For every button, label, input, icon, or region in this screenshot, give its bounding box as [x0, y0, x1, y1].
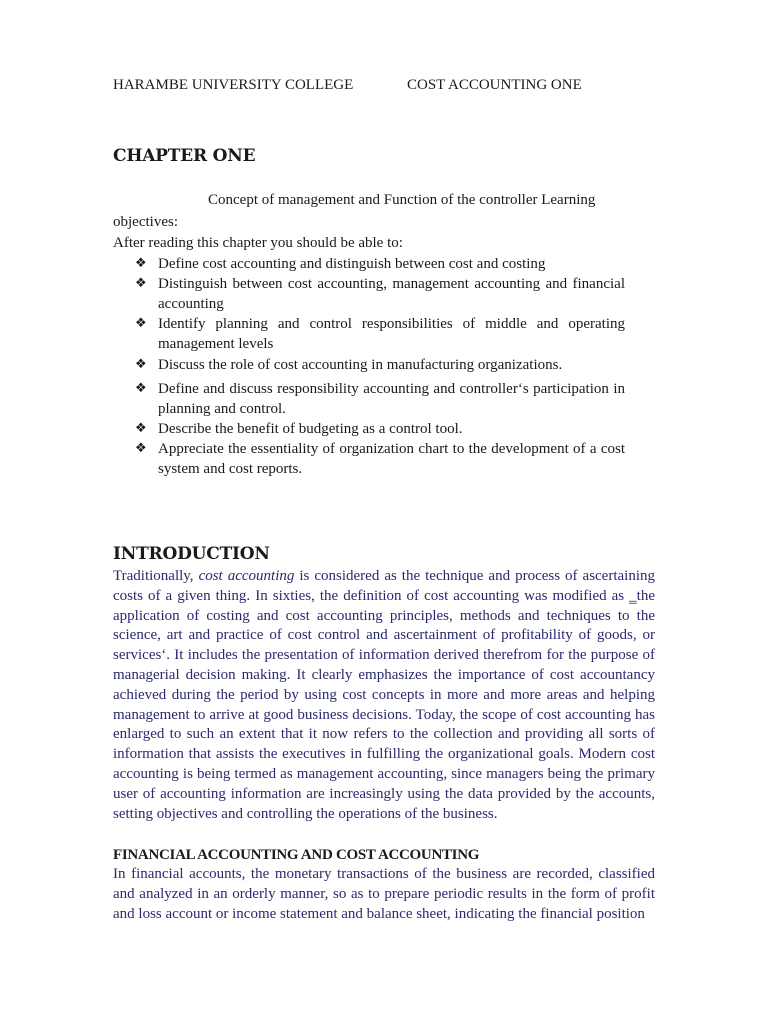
intro-term: cost accounting: [198, 568, 295, 584]
financial-section-paragraph: In financial accounts, the monetary transactions of the business are recorded, classified and analyzed in an orderly manner, so as to prepare periodic results in the form of profit and loss account or income statement and balance sheet, indicating the financial position: [113, 866, 655, 922]
bullet-icon: ❖: [135, 316, 147, 331]
objective-text: Define cost accounting and distinguish between cost and costing: [158, 256, 546, 272]
bullet-icon: ❖: [135, 441, 147, 456]
header-college: HARAMBE UNIVERSITY COLLEGE: [113, 77, 354, 93]
bullet-icon: ❖: [135, 357, 147, 372]
bullet-icon: ❖: [135, 381, 147, 396]
bullet-icon: ❖: [135, 421, 147, 436]
intro-body: is considered as the technique and process of ascertaining costs of a given thing. In sixties, the definition of cost accounting was modified as ‗the application of costing and cost accounting principles, methods and techniques to the science, art and practice of cost control and ascertainment of profitability of goods, or services‘. It includes the presentation of information derived therefrom for the purpose of managerial decision making. It clearly emphasizes the importance of cost accountancy achieved during the period by using cost concepts in more and more areas and helping management to arrive at good business decisions. Today, the scope of cost accounting has enlarged to such an extent that it now refers to the collection and providing all sorts of information that assists the executives in fulfilling the organizational goals. Modern cost accounting is being termed as management accounting, since managers being the primary user of accounting information are increasingly using the data provided by the accounts, setting objectives and controlling the operations of the business.: [113, 568, 655, 822]
objective-text: Describe the benefit of budgeting as a control tool.: [158, 421, 463, 437]
intro-lead: Traditionally,: [113, 568, 199, 584]
introduction-heading: INTRODUCTION: [113, 544, 270, 564]
concept-line: Concept of management and Function of the controller Learning: [208, 192, 596, 208]
objectives-intro: After reading this chapter you should be able to:: [113, 235, 403, 251]
bullet-icon: ❖: [135, 256, 147, 271]
list-item: [113, 314, 625, 354]
objective-text: Identify planning and control responsibilities of middle and operating management levels: [158, 316, 625, 352]
list-item: [113, 379, 625, 419]
objectives-label: objectives:: [113, 214, 178, 230]
introduction-paragraph: [113, 567, 655, 824]
list-item: [113, 355, 625, 375]
list-item: [113, 274, 625, 314]
list-item: [113, 254, 625, 274]
objectives-list: [113, 254, 625, 479]
list-item: [113, 439, 625, 479]
bullet-icon: ❖: [135, 276, 147, 291]
objective-text: Distinguish between cost accounting, management accounting and financial accounting: [158, 276, 625, 312]
financial-section-heading: FINANCIAL ACCOUNTING AND COST ACCOUNTING: [113, 847, 480, 863]
objective-text: Define and discuss responsibility accounting and controller‘s participation in planning and control.: [158, 381, 625, 417]
objective-text: Discuss the role of cost accounting in manufacturing organizations.: [158, 357, 563, 373]
objective-text: Appreciate the essentiality of organization chart to the development of a cost system and cost reports.: [158, 441, 625, 477]
header-course: COST ACCOUNTING ONE: [407, 77, 582, 93]
list-item: [113, 419, 625, 439]
chapter-title: CHAPTER ONE: [113, 146, 256, 166]
